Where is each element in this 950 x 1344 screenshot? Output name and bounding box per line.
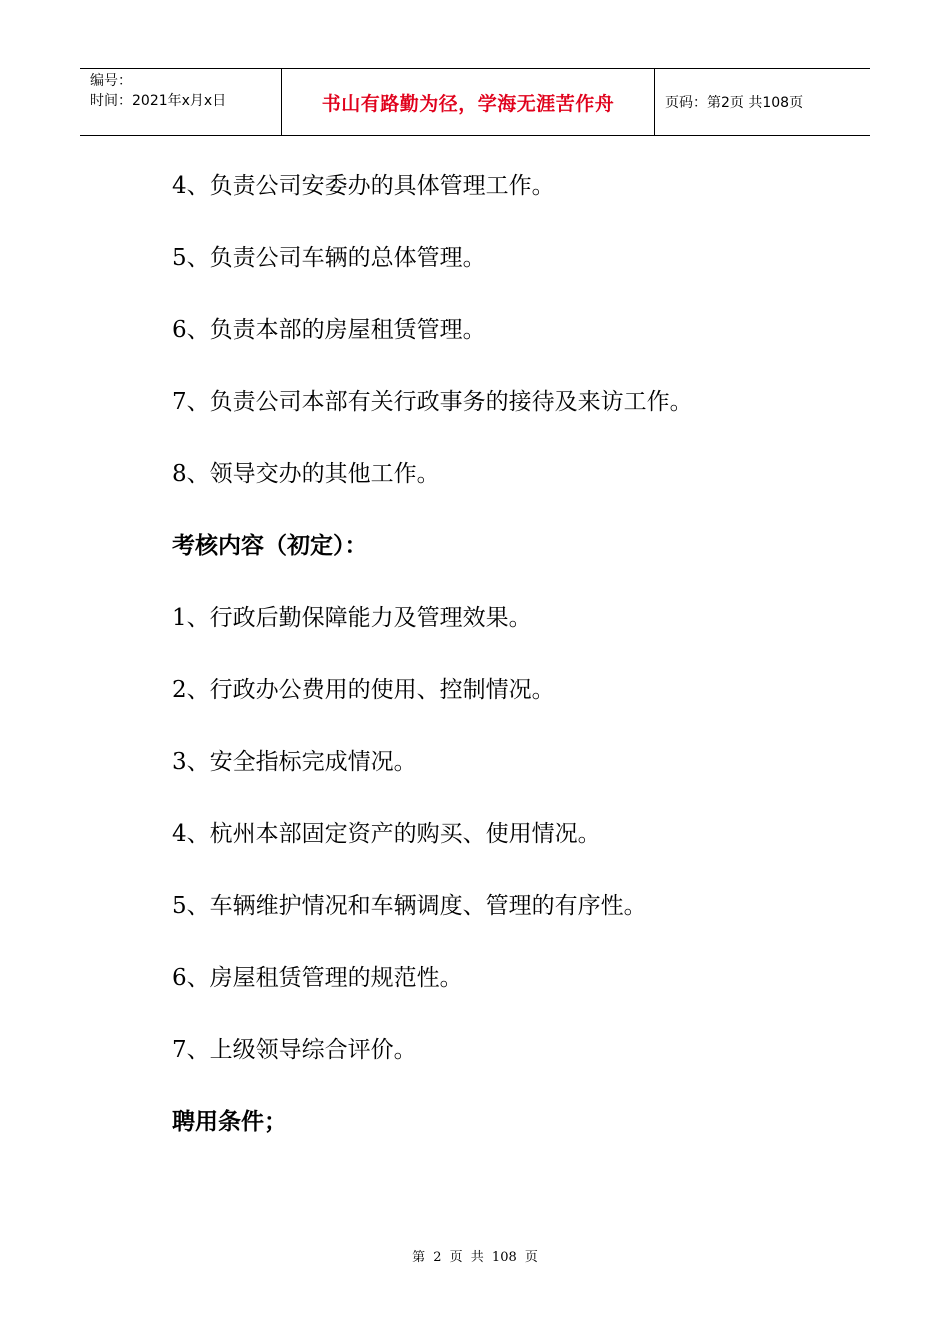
document-body (172, 150, 852, 1158)
list-item: 6、房屋租赁管理的规范性。 (172, 965, 463, 991)
list-item: 5、负责公司车辆的总体管理。 (172, 245, 486, 271)
document-date-label: 时间：2021年x月x日 (90, 93, 227, 109)
header-meta-cell (80, 69, 282, 135)
list-item: 5、车辆维护情况和车辆调度、管理的有序性。 (172, 893, 647, 919)
page-footer: 第 2 页 共 108 页 (412, 1250, 538, 1265)
document-code-label: 编号： (90, 73, 132, 89)
header-motto: 书山有路勤为径，学海无涯苦作舟 (321, 92, 615, 115)
list-item: 8、领导交办的其他工作。 (172, 461, 440, 487)
section-heading-employment: 聘用条件； (172, 1109, 287, 1135)
list-item: 3、安全指标完成情况。 (172, 749, 417, 775)
list-item: 4、杭州本部固定资产的购买、使用情况。 (172, 821, 601, 847)
list-item: 7、上级领导综合评价。 (172, 1037, 417, 1063)
list-item: 1、行政后勤保障能力及管理效果。 (172, 605, 532, 631)
page-header (80, 68, 870, 136)
list-item: 7、负责公司本部有关行政事务的接待及来访工作。 (172, 389, 693, 415)
header-page-cell (655, 69, 870, 135)
list-item: 4、负责公司安委办的具体管理工作。 (172, 173, 555, 199)
list-item: 2、行政办公费用的使用、控制情况。 (172, 677, 555, 703)
header-motto-cell (282, 69, 655, 135)
header-page-info: 页码：第2页 共108页 (665, 95, 804, 111)
section-heading-assessment: 考核内容（初定）： (172, 533, 368, 559)
list-item: 6、负责本部的房屋租赁管理。 (172, 317, 486, 343)
